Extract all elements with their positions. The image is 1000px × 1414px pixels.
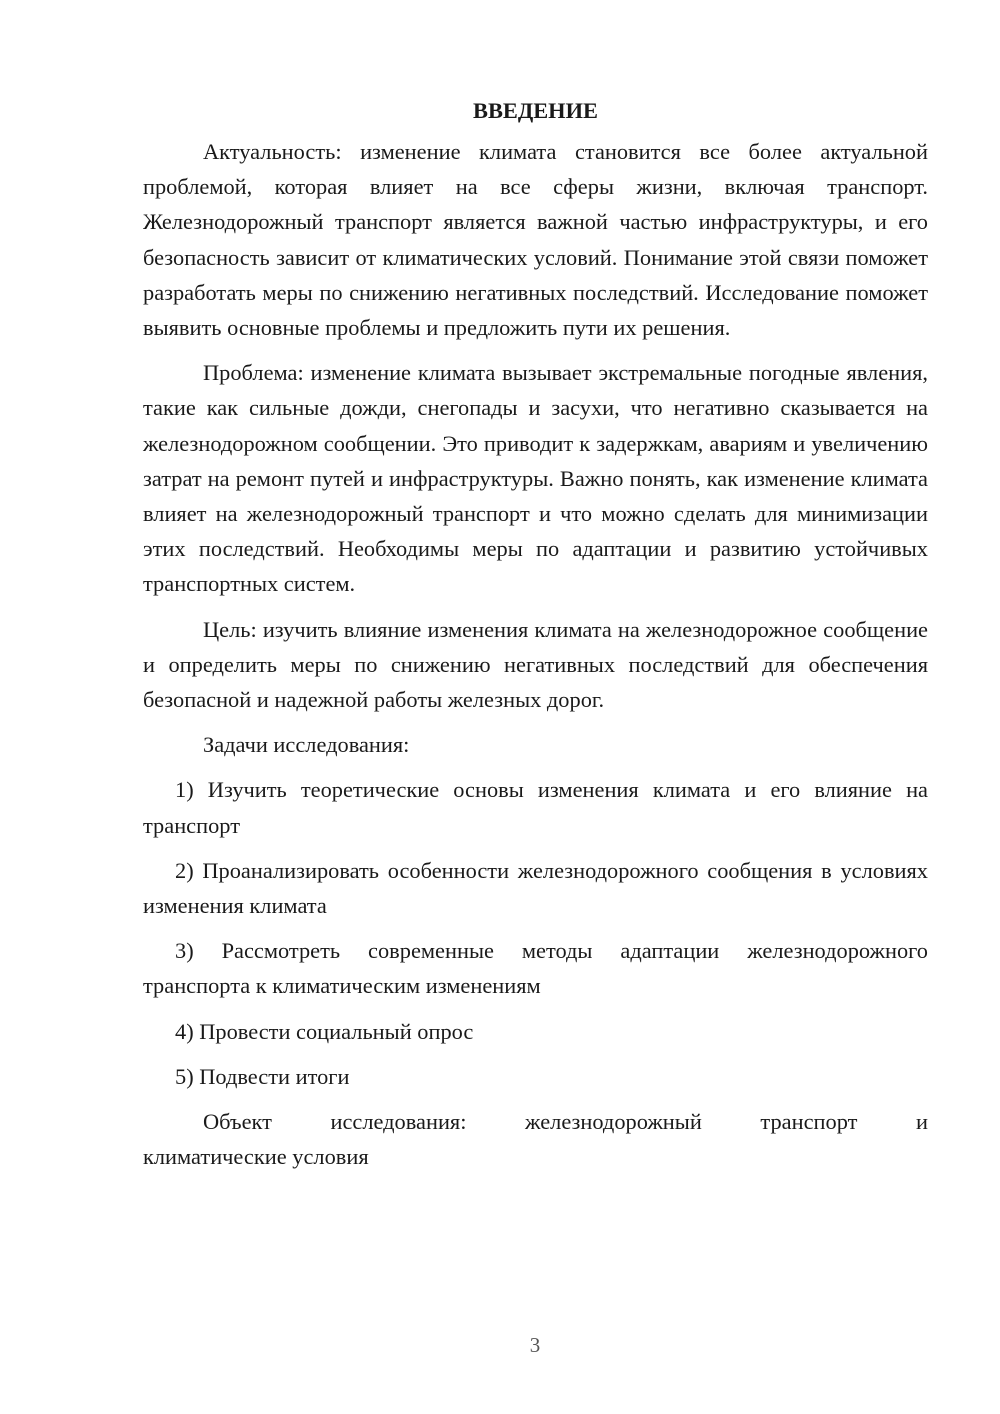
object-line-1	[143, 1104, 928, 1139]
object-word: транспорт	[760, 1109, 858, 1135]
object-word: исследования:	[330, 1109, 467, 1135]
page-content	[143, 92, 928, 1174]
object-word: и	[916, 1109, 928, 1135]
task-item-5: 5) Подвести итоги	[175, 1063, 350, 1089]
object-line-2: климатические условия	[143, 1144, 369, 1170]
problem-paragraph: Проблема: изменение климата вызывает экстремальные погодные явления, такие как сильные дожди, снегопады и засухи, что негативно сказывается на железнодорожном сообщении. Это приводит к задержкам, авариям и увеличению затрат на ремонт путей и инфраструктуры. Важно понять, как изменение климата влияет на железнодорожный транспорт и что можно сделать для минимизации этих последствий. Необходимы меры по адаптации и развитию устойчивых транспортных систем.	[143, 360, 928, 597]
section-heading: ВВЕДЕНИЕ	[473, 98, 598, 123]
object-paragraph	[143, 1104, 928, 1174]
task-item-2: 2) Проанализировать особенности железнодорожного сообщения в условиях изменения климата	[143, 857, 928, 919]
object-word: железнодорожный	[525, 1109, 702, 1135]
task-item-1: 1) Изучить теоретические основы изменения климата и его влияние на транспорт	[143, 777, 928, 838]
page-number: 3	[529, 1333, 541, 1357]
object-word: Объект	[203, 1109, 272, 1135]
tasks-intro: Задачи исследования:	[203, 732, 410, 758]
goal-paragraph: Цель: изучить влияние изменения климата на железнодорожное сообщение и определить меры по снижению негативных последствий для обеспечения безопасной и надежной работы железных дорог.	[143, 616, 928, 713]
task-item-3: 3) Рассмотреть современные методы адаптации железнодорожного транспорта к климатическим изменениям	[143, 938, 928, 999]
task-item-4: 4) Провести социальный опрос	[175, 1018, 474, 1044]
relevance-paragraph: Актуальность: изменение климата становится все более актуальной проблемой, которая влияет на все сферы жизни, включая транспорт. Железнодорожный транспорт является важной частью инфраструктуры, и его безопасность зависит от климатических условий. Понимание этой связи поможет разработать меры по снижению негативных последствий. Исследование поможет выявить основные проблемы и предложить пути их решения.	[143, 139, 928, 341]
